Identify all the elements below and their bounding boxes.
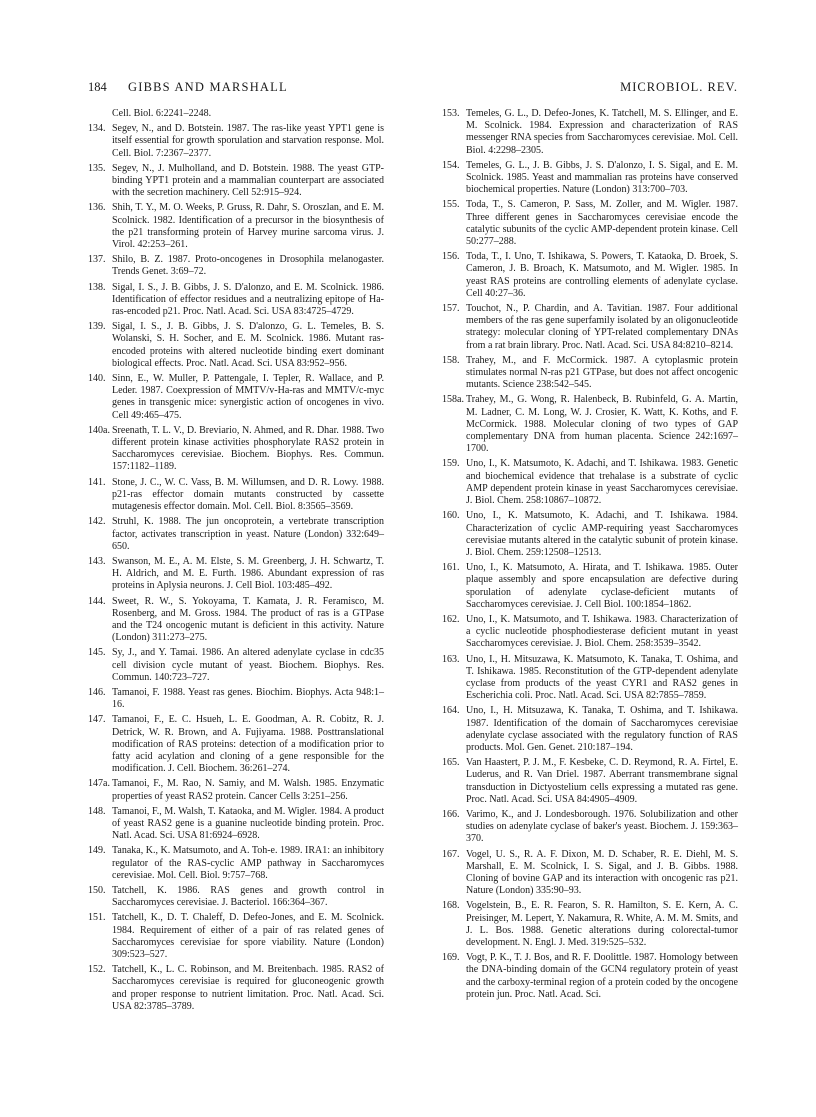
reference-entry	[442, 160, 738, 197]
reference-number: 160.	[442, 510, 460, 522]
reference-number: 158a.	[442, 394, 464, 406]
reference-entry	[88, 806, 384, 843]
reference-entry	[442, 355, 738, 392]
reference-number: 153.	[442, 108, 460, 119]
reference-entry	[88, 373, 384, 422]
reference-text: Tatchell, K., L. C. Robinson, and M. Breitenbach. 1985. RAS2 of Saccharomyces cerevisiae is required for gluconeogenic growth and proper response to nutrient limitation. Proc. Natl. Acad. Sci. USA 82:3785–3789.	[112, 964, 384, 1012]
reference-number: 166.	[442, 808, 460, 820]
reference-number: 148.	[88, 805, 106, 817]
reference-entry	[88, 912, 384, 961]
reference-entry	[88, 163, 384, 200]
reference-entry	[88, 596, 384, 645]
reference-number: 161.	[442, 562, 460, 574]
reference-text: Varimo, K., and J. Londesborough. 1976. Solubilization and other studies on adenylate cyclase of baker's yeast. Biochem. J. 159:363–370.	[466, 808, 738, 845]
reference-entry	[442, 199, 738, 248]
reference-number: 137.	[88, 254, 106, 266]
reference-number: 152.	[88, 964, 106, 976]
reference-text: Touchot, N., P. Chardin, and A. Tavitian. 1987. Four additional members of the ras gene superfamily isolated by an oligonucleotide strategy: molecular cloning of YPT-related complementary DNAs from a rat brain library. Proc. Natl. Acad. Sci. USA 84:8210–8214.	[466, 303, 738, 351]
reference-number: 151.	[88, 912, 106, 924]
reference-entry	[442, 562, 738, 611]
reference-entry	[88, 556, 384, 593]
reference-text: Tamanoi, F., E. C. Hsueh, L. E. Goodman, A. R. Cobitz, R. J. Detrick, W. R. Brown, and A. Fujiyama. 1988. Posttranslational modification of RAS proteins: detection of a modification prior to fatty acid acylation and cloning of a gene responsible for the modification. J. Cell. Biochem. 36:261–274.	[112, 714, 384, 775]
reference-number: 147.	[88, 714, 106, 726]
reference-number: 140.	[88, 373, 106, 385]
reference-number: 143.	[88, 555, 106, 567]
reference-entry	[88, 647, 384, 684]
reference-entry	[88, 202, 384, 251]
reference-text: Uno, I., K. Matsumoto, K. Adachi, and T. Ishikawa. 1984. Characterization of cyclic AMP-requiring yeast Saccharomyces cerevisiae mutants altered in the catalytic subunit of protein kinase. J. Biol. Chem. 259:12508–12513.	[466, 510, 738, 558]
reference-text: Temeles, G. L., J. B. Gibbs, J. S. D'alonzo, I. S. Sigal, and E. M. Scolnick. 1985. Yeast and mammalian ras proteins have conserved biochemical properties. Nature (London) 313:700–703.	[466, 159, 738, 196]
reference-text: Segev, N., J. Mulholland, and D. Botstein. 1988. The yeast GTP-binding YPT1 protein and a mammalian counterpart are associated with the secretion machinery. Cell 52:915–924.	[112, 162, 384, 199]
reference-number: 145.	[88, 647, 106, 659]
reference-column-left	[88, 108, 384, 1016]
running-title: GIBBS AND MARSHALL	[128, 80, 288, 94]
reference-number: 138.	[88, 281, 106, 293]
reference-text: Tamanoi, F. 1988. Yeast ras genes. Biochim. Biophys. Acta 948:1–16.	[112, 686, 384, 711]
reference-entry	[88, 108, 384, 120]
reference-number: 159.	[442, 458, 460, 470]
reference-entry	[442, 849, 738, 898]
reference-number: 168.	[442, 900, 460, 912]
reference-entry	[88, 885, 384, 909]
reference-text: Cell. Biol. 6:2241–2248.	[112, 108, 212, 119]
reference-number: 154.	[442, 159, 460, 171]
reference-text: Trahey, M., and F. McCormick. 1987. A cytoplasmic protein stimulates normal N-ras p21 GTPase, but does not affect oncogenic mutants. Science 238:542–545.	[466, 354, 738, 391]
reference-number: 134.	[88, 123, 106, 135]
reference-text: Sy, J., and Y. Tamai. 1986. An altered adenylate cyclase in cdc35 cell division cycle mutant of yeast. Biochem. Biophys. Res. Commun. 140:723–727.	[112, 647, 384, 683]
reference-entry	[442, 705, 738, 754]
reference-text: Tanaka, K., K. Matsumoto, and A. Toh-e. 1989. IRA1: an inhibitory regulator of the RAS-cyclic AMP pathway in Saccharomyces cerevisiae. Mol. Cell. Biol. 9:757–768.	[112, 845, 384, 881]
reference-entry	[88, 477, 384, 514]
reference-text: Segev, N., and D. Botstein. 1987. The ras-like yeast YPT1 gene is itself essential for growth sporulation and starvation response. Mol. Cell. Biol. 7:2367–2377.	[112, 123, 384, 159]
reference-entry	[88, 845, 384, 882]
journal-abbreviation: MICROBIOL. REV.	[620, 80, 738, 94]
page-number: 184	[88, 80, 107, 94]
reference-text: Uno, I., K. Matsumoto, K. Adachi, and T. Ishikawa. 1983. Genetic and biochemical evidence that trehalase is a substrate of cyclic AMP dependent protein kinase in yeast Saccharomyces cerevisiae. J. Biol. Chem. 258:10867–10872.	[466, 458, 738, 507]
reference-text: Vogel, U. S., R. A. F. Dixon, M. D. Schaber, R. E. Diehl, M. S. Marshall, E. M. Scolnick, I. S. Sigal, and J. B. Gibbs. 1988. Cloning of bovine GAP and its interaction with oncogenic ras p21. Nature (London) 335:90–93.	[466, 848, 738, 897]
reference-text: Van Haastert, P. J. M., F. Kesbeke, C. D. Reymond, R. A. Firtel, E. Luderus, and R. Van Driel. 1987. Aberrant transmembrane signal transduction in Dictyostelium cells expressing a mutated ras gene. Proc. Natl. Acad. Sci. USA 84:4905–4909.	[466, 757, 738, 805]
reference-entry	[88, 123, 384, 160]
reference-text: Sweet, R. W., S. Yokoyama, T. Kamata, J. R. Feramisco, M. Rosenberg, and M. Gross. 1984. The product of ras is a GTPase and the T24 oncogenic mutant is deficient in this activity. Nature (London) 311:273–275.	[112, 595, 384, 644]
running-header	[88, 80, 738, 100]
reference-text: Shih, T. Y., M. O. Weeks, P. Gruss, R. Dahr, S. Oroszlan, and E. M. Scolnick. 1982. Identification of a precursor in the biosynthesis of the p21 transforming protein of Harvey murine sarcoma virus. J. Virol. 42:253–261.	[112, 202, 384, 251]
reference-number: 150.	[88, 884, 106, 896]
reference-number: 156.	[442, 251, 460, 263]
reference-entry	[442, 809, 738, 846]
reference-text: Tamanoi, F., M. Walsh, T. Kataoka, and M. Wigler. 1984. A product of yeast RAS2 gene is a guanine nucleotide binding protein. Proc. Natl. Acad. Sci. USA 81:6924–6928.	[112, 805, 384, 842]
reference-text: Toda, T., I. Uno, T. Ishikawa, S. Powers, T. Kataoka, D. Broek, S. Cameron, J. B. Broach, K. Matsumoto, and M. Wigler. 1985. In yeast RAS proteins are controlling elements of adenylate cyclase. Cell 40:27–36.	[466, 251, 738, 299]
reference-entry	[442, 952, 738, 1001]
reference-entry	[88, 516, 384, 553]
reference-text: Sigal, I. S., J. B. Gibbs, J. S. D'alonzo, G. L. Temeles, B. S. Wolanski, S. H. Socher, and E. M. Scolnick. 1986. Mutant ras-encoded proteins with altered nucleotide binding exert dominant biological effects. Proc. Natl. Acad. Sci. USA 83:952–956.	[112, 321, 384, 369]
reference-text: Sreenath, T. L. V., D. Breviario, N. Ahmed, and R. Dhar. 1988. Two different protein kinase activities phosphorylate RAS2 protein in Saccharomyces cerevisiae. Biochem. Biophys. Res. Commun. 157:1182–1189.	[112, 424, 384, 473]
reference-text: Temeles, G. L., D. Defeo-Jones, K. Tatchell, M. S. Ellinger, and E. M. Scolnick. 1984. Expression and characterization of RAS messenger RNA species from Saccharomyces cerevisiae. Mol. Cell. Biol. 4:2298–2305.	[466, 108, 738, 156]
reference-entry	[88, 714, 384, 775]
reference-number: 135.	[88, 162, 106, 174]
reference-text: Tamanoi, F., M. Rao, N. Samiy, and M. Walsh. 1985. Enzymatic properties of yeast RAS2 protein. Cancer Cells 3:251–256.	[112, 778, 384, 802]
reference-number: 142.	[88, 516, 106, 528]
reference-number: 139.	[88, 321, 106, 333]
reference-number: 165.	[442, 757, 460, 769]
reference-number: 163.	[442, 653, 460, 665]
reference-number: 157.	[442, 303, 460, 315]
reference-number: 162.	[442, 613, 460, 625]
reference-text: Sigal, I. S., J. B. Gibbs, J. S. D'alonzo, and E. M. Scolnick. 1986. Identification of effector residues and a neutralizing epitope of Ha-ras-encoded p21. Proc. Natl. Acad. Sci. USA 83:4725–4729.	[112, 281, 384, 318]
reference-entry	[442, 614, 738, 651]
reference-number: 167.	[442, 848, 460, 860]
reference-entry	[442, 251, 738, 300]
reference-number: 136.	[88, 202, 106, 214]
reference-number: 146.	[88, 686, 106, 698]
reference-number: 149.	[88, 845, 106, 857]
reference-entry	[88, 964, 384, 1013]
reference-text: Uno, I., H. Mitsuzawa, K. Matsumoto, K. Tanaka, T. Oshima, and T. Ishikawa. 1985. Reconstitution of the GTP-dependent adenylate cyclase from products of the yeast CYR1 and RAS2 genes in Escherichia coli. Proc. Natl. Acad. Sci. USA 82:7855–7859.	[466, 653, 738, 702]
reference-entry	[442, 108, 738, 157]
reference-column-right	[442, 108, 738, 1004]
reference-number: 144.	[88, 595, 106, 607]
reference-number: 158.	[442, 354, 460, 366]
reference-entry	[88, 778, 384, 802]
reference-entry	[88, 282, 384, 319]
reference-entry	[88, 425, 384, 474]
reference-number: 147a.	[88, 778, 110, 790]
reference-entry	[88, 321, 384, 370]
reference-entry	[442, 510, 738, 559]
reference-text: Swanson, M. E., A. M. Elste, S. M. Greenberg, J. H. Schwartz, T. H. Aldrich, and M. E. Furth. 1986. Abundant expression of ras proteins in Aplysia neurons. J. Cell Biol. 103:485–492.	[112, 555, 384, 592]
reference-entry	[442, 757, 738, 806]
reference-text: Struhl, K. 1988. The jun oncoprotein, a vertebrate transcription factor, activates transcription in yeast. Nature (London) 332:649–650.	[112, 516, 384, 552]
reference-text: Toda, T., S. Cameron, P. Sass, M. Zoller, and M. Wigler. 1987. Three different genes in Saccharomyces cerevisiae encode the catalytic subunits of the cyclic AMP-dependent protein kinase. Cell 50:277–288.	[466, 199, 738, 248]
reference-text: Tatchell, K. 1986. RAS genes and growth control in Saccharomyces cerevisiae. J. Bacteriol. 166:364–367.	[112, 884, 384, 909]
reference-number: 140a.	[88, 424, 110, 436]
reference-text: Vogt, P. K., T. J. Bos, and R. F. Doolittle. 1987. Homology between the DNA-binding domain of the GCN4 regulatory protein of yeast and the carboxy-terminal region of a protein coded by the oncogene protein jun. Proc. Natl. Acad. Sci.	[466, 952, 738, 1000]
reference-entry	[442, 394, 738, 455]
reference-entry	[442, 303, 738, 352]
reference-text: Stone, J. C., W. C. Vass, B. M. Willumsen, and D. R. Lowy. 1988. p21-ras effector domain mutants constructed by cassette mutagenesis effector domain. Mol. Cell. Biol. 8:3565–3569.	[112, 476, 384, 513]
reference-text: Tatchell, K., D. T. Chaleff, D. Defeo-Jones, and E. M. Scolnick. 1984. Requirement of either of a pair of ras related genes of Saccharomyces cerevisiae for spore viability. Nature (London) 309:523–527.	[112, 912, 384, 960]
reference-text: Shilo, B. Z. 1987. Proto-oncogenes in Drosophila melanogaster. Trends Genet. 3:69–72.	[112, 254, 384, 278]
reference-text: Vogelstein, B., E. R. Fearon, S. R. Hamilton, S. E. Kern, A. C. Preisinger, M. Lepert, Y. Nakamura, R. White, A. M. M. Smits, and J. L. Bos. 1988. Genetic alterations during colorectal-tumor development. N. Engl. J. Med. 319:525–532.	[466, 900, 738, 948]
reference-entry	[88, 687, 384, 711]
reference-entry	[442, 458, 738, 507]
reference-entry	[88, 254, 384, 278]
reference-text: Uno, I., H. Mitsuzawa, K. Tanaka, T. Oshima, and T. Ishikawa. 1987. Identification of the domain of Saccharomyces cerevisiae adenylate cyclase associated with the regulatory function of RAS products. Mol. Gen. Genet. 210:187–194.	[466, 705, 738, 753]
reference-text: Uno, I., K. Matsumoto, A. Hirata, and T. Ishikawa. 1985. Outer plaque assembly and spore encapsulation are defective during sporulation of adenylate cyclase-deficient mutants of Saccharomyces cerevisiae. J. Cell Biol. 100:1854–1862.	[466, 562, 738, 610]
reference-text: Sinn, E., W. Muller, P. Pattengale, I. Tepler, R. Wallace, and P. Leder. 1987. Coexpression of MMTV/v-Ha-ras and MMTV/c-myc genes in transgenic mice: synergistic action of oncogenes in vivo. Cell 49:465–475.	[112, 373, 384, 421]
reference-number: 141.	[88, 476, 106, 488]
reference-number: 155.	[442, 199, 460, 211]
reference-entry	[442, 900, 738, 949]
reference-text: Uno, I., K. Matsumoto, and T. Ishikawa. 1983. Characterization of a cyclic nucleotide phosphodiesterase deficient mutant in yeast Saccharomyces cerevisiae. J. Biol. Chem. 258:3539–3542.	[466, 613, 738, 650]
reference-entry	[442, 654, 738, 703]
reference-number: 169.	[442, 952, 460, 964]
reference-text: Trahey, M., G. Wong, R. Halenbeck, B. Rubinfeld, G. A. Martin, M. Ladner, C. M. Long, W. J. Crosier, K. Watt, K. Koths, and F. McCormick. 1988. Molecular cloning of two types of GAP complementary DNA from human placenta. Science 242:1697–1700.	[466, 394, 738, 455]
reference-number: 164.	[442, 705, 460, 717]
